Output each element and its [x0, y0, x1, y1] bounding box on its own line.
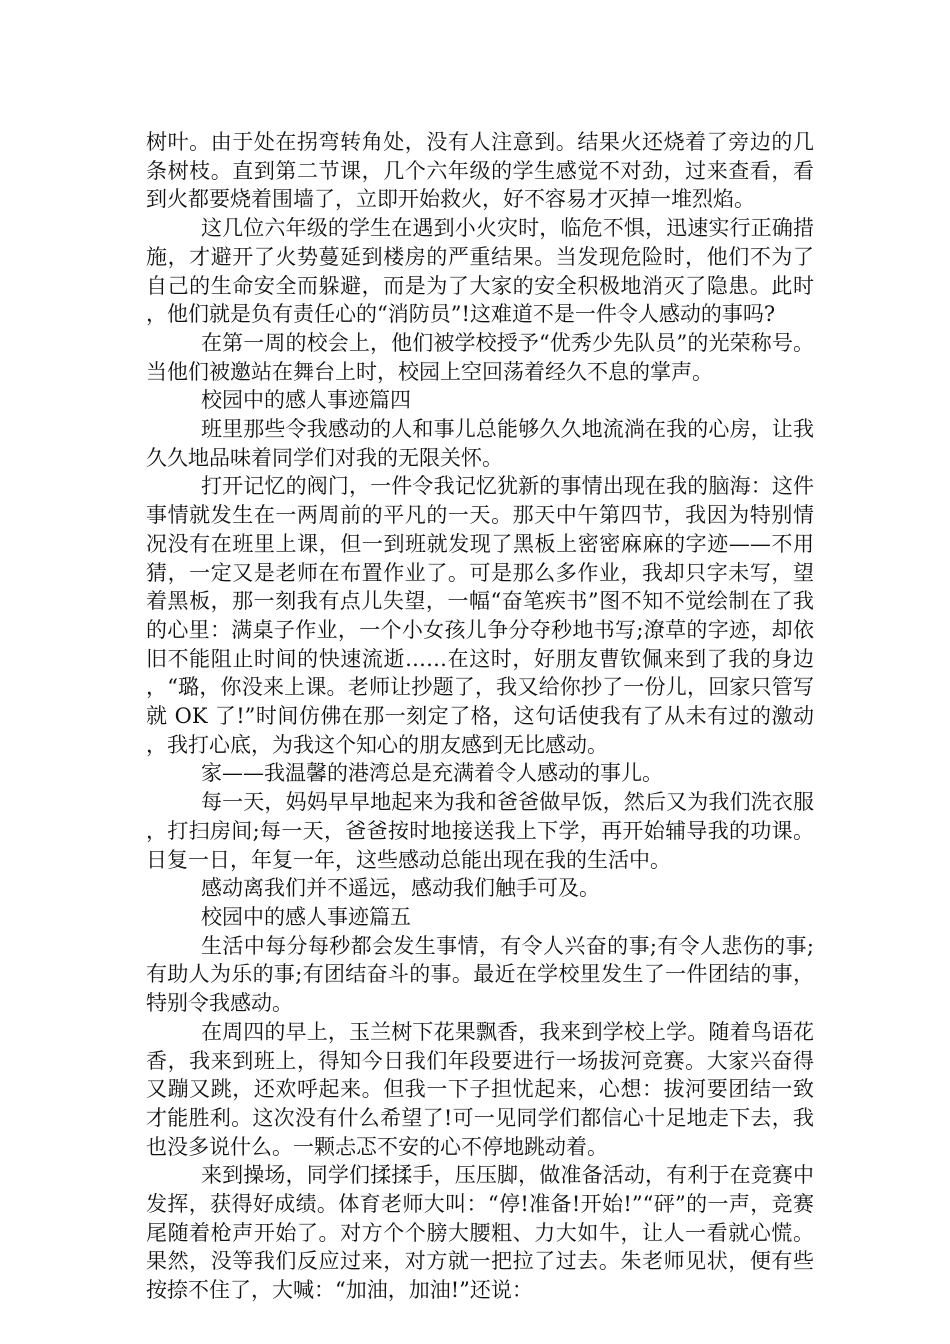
paragraph-school-assembly: 在第一周的校会上，他们被学校授予“优秀少先队员”的光荣称号。当他们被邀站在舞台上时，校园上空回荡着经久不息的掌声。: [146, 330, 814, 384]
paragraph-home-harbor: 家——我温馨的港湾总是充满着令人感动的事儿。: [201, 761, 663, 786]
paragraph-parents-daily: 每一天，妈妈早早地起来为我和爸爸做早饭，然后又为我们洗衣服，打扫房间;每一天，爸爸按时地接送我上下学，再开始辅导我的功课。日复一日，年复一年，这些感动总能出现在我的生活中。: [146, 790, 814, 872]
paragraph-memory-friend: 打开记忆的阀门，一件令我记忆犹新的事情出现在我的脑海：这件事情就发生在一两周前的平凡的一天。那天中午第四节，我因为特别情况没有在班里上课，但一到班就发现了黑板上密密麻麻的字迹——不用猜，一定又是老师在布置作业了。可是那么多作业，我却只字未写，望着黑板，那一刻我有点儿失望，一幅“奋笔疾书”图不知不觉绘制在了我的心里：满桌子作业，一个小女孩儿争分夺秒地书写;潦草的字迹，却依旧不能阻止时间的快速流逝……在这时，好朋友曹钦佩来到了我的身边，“璐，你没来上课。老师让抄题了，我又给你抄了一份儿，回家只管写就 OK 了!”时间仿佛在那一刻定了格，这句话使我有了从未有过的激动，我打心底，为我这个知心的朋友感到无比感动。: [146, 474, 814, 757]
section-heading-part-four: 校园中的感人事迹篇四: [201, 388, 411, 413]
paragraph-class-intro: 班里那些令我感动的人和事儿总能够久久地流淌在我的心房，让我久久地品味着同学们对我的无限关怀。: [146, 417, 814, 470]
paragraph-touching-conclusion: 感动离我们并不遥远，感动我们触手可及。: [201, 876, 600, 901]
section-heading-part-five: 校园中的感人事迹篇五: [201, 904, 411, 929]
paragraph-sixth-graders: 这几位六年级的学生在遇到小火灾时，临危不惧，迅速实行正确措施，才避开了火势蔓延到楼房的严重结果。当发现危险时，他们不为了自己的生命安全而躲避，而是为了大家的安全积极地消灭了隐患。此时，他们就是负有责任心的“消防员”!这难道不是一件令人感动的事吗?: [146, 216, 814, 327]
paragraph-life-events: 生活中每分每秒都会发生事情，有令人兴奋的事;有令人悲伤的事;有助人为乐的事;有团结奋斗的事。最近在学校里发生了一件团结的事，特别令我感动。: [146, 933, 814, 1016]
paragraph-tug-of-war-morning: 在周四的早上，玉兰树下花果飘香，我来到学校上学。随着鸟语花香，我来到班上，得知今日我们年段要进行一场拔河竞赛。大家兴奋得又蹦又跳，还欢呼起来。但我一下子担忧起来，心想：拔河要团结一致才能胜利。这次没有什么希望了!可一见同学们都信心十足地走下去，我也没多说什么。一颗忐忑不安的心不停地跳动着。: [146, 1019, 814, 1159]
paragraph-tug-of-war-match: 来到操场，同学们揉揉手，压压脚，做准备活动，有利于在竞赛中发挥，获得好成绩。体育老师大叫：“停!准备!开始!”“砰”的一声，竞赛尾随着枪声开始了。对方个个膀大腰粗、力大如牛，让人一看就心慌。果然，没等我们反应过来，对方就一把拉了过去。朱老师见状，便有些按捺不住了，大喊：“加油，加油!”还说：: [146, 1163, 814, 1303]
document-body: [146, 128, 814, 1305]
paragraph-continued-fire-story: 树叶。由于处在拐弯转角处，没有人注意到。结果火还烧着了旁边的几条树枝。直到第二节课，几个六年级的学生感觉不对劲，过来查看，看到火都要烧着围墙了，立即开始救火，好不容易才灭掉一堆烈焰。: [146, 130, 814, 212]
